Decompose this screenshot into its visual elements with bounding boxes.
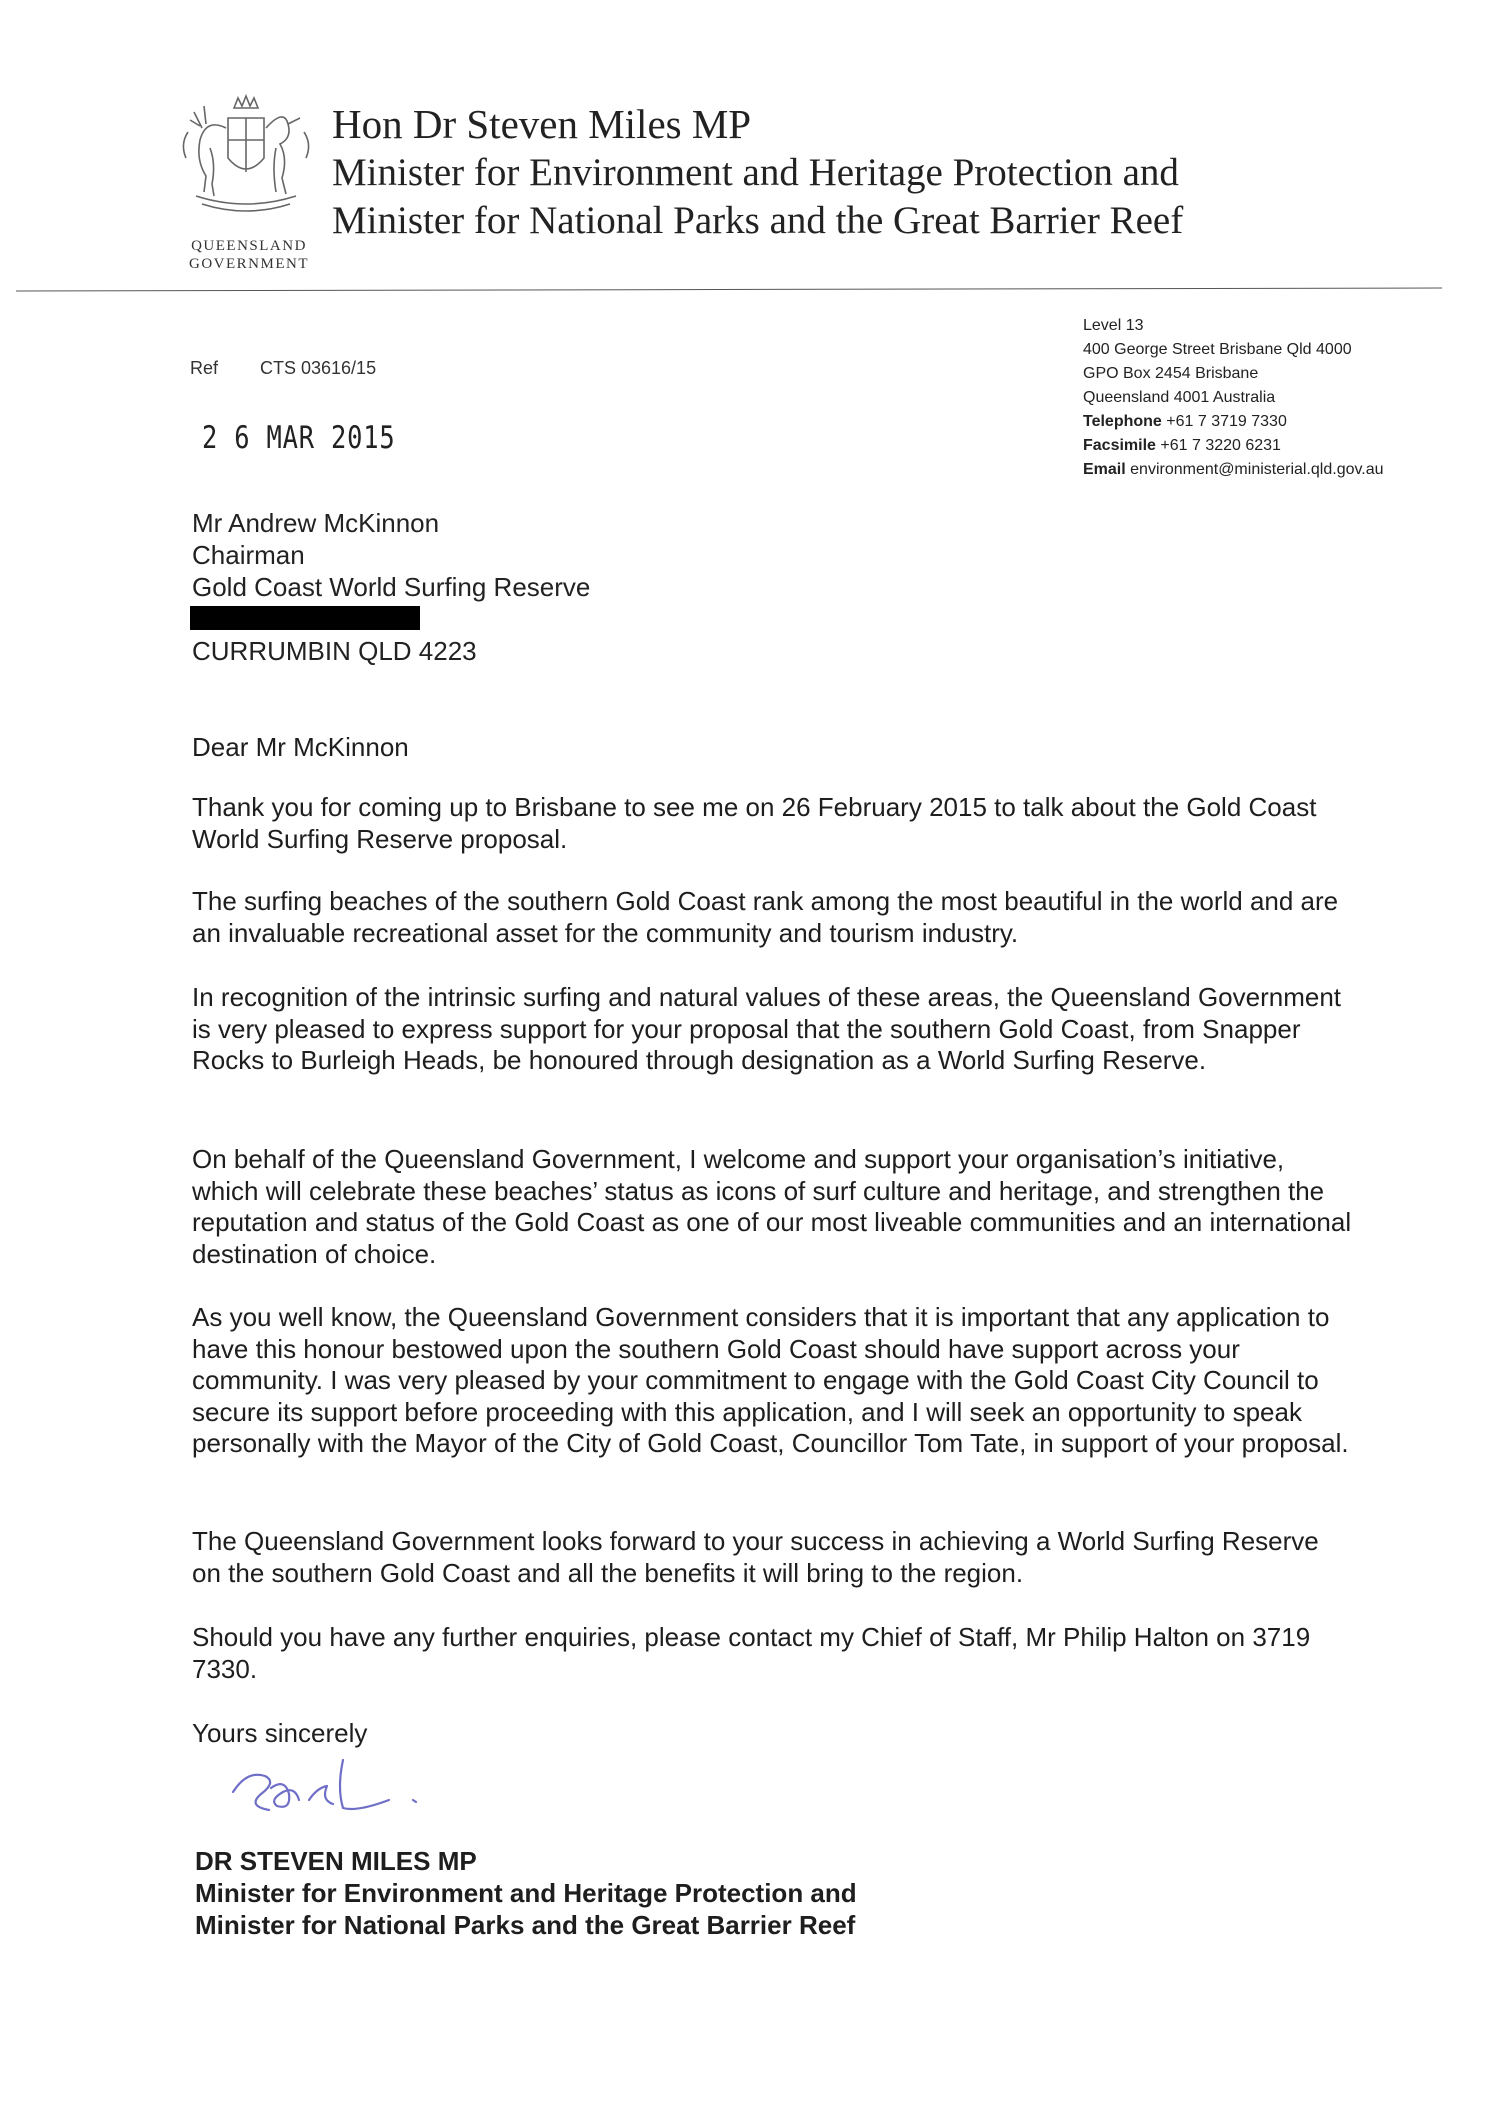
signoff-title-line-2: Minister for National Parks and the Great Barrier Reef: [195, 1910, 856, 1940]
recipient-position: Chairman: [192, 540, 305, 570]
ref-value: CTS 03616/15: [260, 358, 377, 378]
signoff-title-line-1: Minister for Environment and Heritage Protection and: [195, 1878, 857, 1908]
closing: Yours sincerely: [192, 1718, 368, 1748]
ref-label: Ref: [190, 358, 219, 378]
address-telephone: [1083, 410, 1287, 434]
telephone-number: +61 7 3719 7330: [1166, 413, 1287, 430]
body-paragraph-6: The Queensland Government looks forward to your success in achieving a World Surfing Reserve on the southern Gold Coast and all the benefits it will bring to the region.: [192, 1526, 1319, 1588]
crest-caption-line-1: QUEENSLAND: [191, 238, 307, 254]
body-paragraph-3: In recognition of the intrinsic surfing and natural values of these areas, the Queensland Government is very pleased to express support for your proposal that the southern Gold Coast, from Snapper Rocks to Burleigh Heads, be honoured through designation as a World Surfing Reserve.: [192, 982, 1342, 1075]
date-stamp: 2 6 MAR 2015: [202, 420, 396, 456]
letterhead-name: Hon Dr Steven Miles MP: [332, 101, 752, 147]
signoff-name: DR STEVEN MILES MP: [195, 1846, 477, 1876]
body-paragraph-1: Thank you for coming up to Brisbane to see me on 26 February 2015 to talk about the Gold Coast World Surfing Reserve proposal.: [192, 792, 1317, 854]
address-facsimile: [1083, 434, 1281, 458]
address-level: Level 13: [1083, 317, 1144, 334]
facsimile-label: Facsimile: [1083, 437, 1156, 454]
letterhead-divider: [16, 288, 1442, 292]
salutation: Dear Mr McKinnon: [192, 732, 409, 762]
address-email: [1083, 458, 1384, 482]
body-paragraph-7: Should you have any further enquiries, please contact my Chief of Staff, Mr Philip Halton on 3719 7330.: [192, 1622, 1311, 1684]
queensland-crest-icon: [176, 88, 316, 228]
letterhead-title-line-2: Minister for National Parks and the Great Barrier Reef: [332, 199, 1184, 242]
body-paragraph-4: On behalf of the Queensland Government, I welcome and support your organisation’s initiative, which will celebrate these beaches’ status as icons of surf culture and heritage, and strengthen the reputation and status of the Gold Coast as one of our most liveable communities and an international destination of choice.: [192, 1144, 1352, 1269]
recipient-organisation: Gold Coast World Surfing Reserve: [192, 572, 591, 602]
email-address: environment@ministerial.qld.gov.au: [1130, 461, 1384, 478]
facsimile-number: +61 7 3220 6231: [1160, 437, 1281, 454]
letterhead-title-line-1: Minister for Environment and Heritage Protection and: [332, 151, 1179, 194]
address-street: 400 George Street Brisbane Qld 4000: [1083, 341, 1352, 358]
body-paragraph-2: The surfing beaches of the southern Gold Coast rank among the most beautiful in the world and are an invaluable recreational asset for the community and tourism industry.: [192, 886, 1339, 948]
handwritten-signature: [225, 1748, 455, 1843]
body-paragraph-5: As you well know, the Queensland Government considers that it is important that any application to have this honour bestowed upon the southern Gold Coast should have support across your community. I was very pleased by your commitment to engage with the Gold Coast City Council to secure its support before proceeding with this application, and I will seek an opportunity to speak personally with the Mayor of the City of Gold Coast, Councillor Tom Tate, in support of your proposal.: [192, 1302, 1349, 1458]
redacted-street-address: [190, 606, 420, 630]
address-state: Queensland 4001 Australia: [1083, 389, 1276, 406]
address-po-box: GPO Box 2454 Brisbane: [1083, 365, 1259, 382]
crest-caption-line-2: GOVERNMENT: [189, 256, 309, 272]
recipient-locality: CURRUMBIN QLD 4223: [192, 636, 477, 666]
telephone-label: Telephone: [1083, 413, 1162, 430]
email-label: Email: [1083, 461, 1126, 478]
recipient-name: Mr Andrew McKinnon: [192, 508, 440, 538]
